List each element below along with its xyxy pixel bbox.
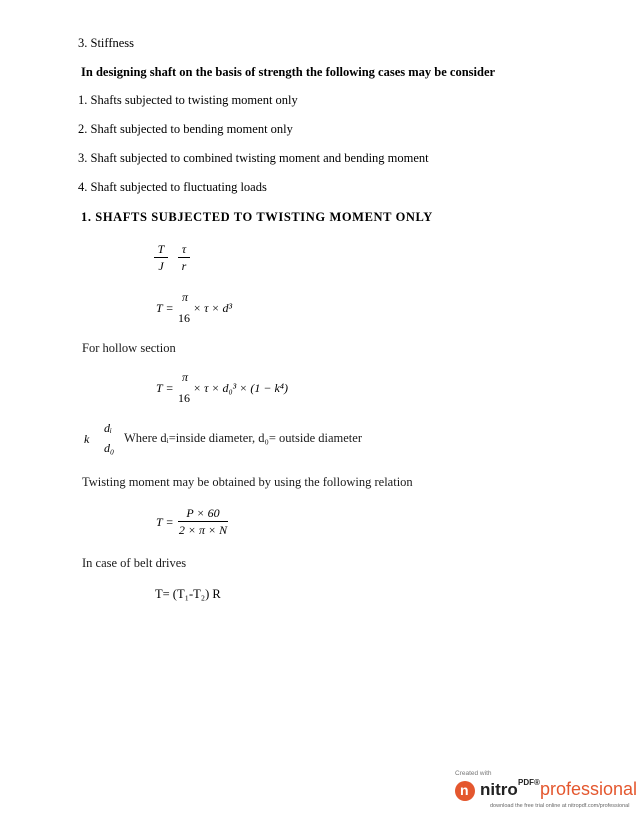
watermark-pdf: PDF® [518, 778, 540, 787]
eq1-fraction-right [178, 243, 190, 273]
eq1-den-right: r [181, 259, 187, 273]
watermark-created-with: Created with [455, 770, 492, 777]
watermark-tagline: download the free trial online at nitropdf.com/professional [490, 803, 630, 809]
eq4-den: 2 × π × N [178, 523, 228, 537]
belt-torque-equation: T= (T₁-T₂) R [155, 587, 221, 601]
hollow-section-label: For hollow section [82, 341, 176, 355]
eq3-pi: π [182, 370, 189, 384]
eq2-rhs: × τ × d³ [193, 301, 233, 315]
eq1-num-left: T [154, 243, 168, 258]
watermark-professional: professional [540, 779, 638, 799]
diameter-definition: Where dᵢ=inside diameter, d₀= outside diameter [124, 431, 362, 445]
list-item-case-4: 4. Shaft subjected to fluctuating loads [78, 180, 267, 194]
eq1-den-left: J [158, 259, 164, 273]
section-heading: 1. SHAFTS SUBJECTED TO TWISTING MOMENT ONLY [81, 210, 433, 224]
list-item-stiffness: 3. Stiffness [78, 36, 135, 50]
eq1-num-right: τ [178, 243, 190, 258]
k-den: d₀ [104, 441, 115, 455]
nitro-watermark [455, 770, 638, 820]
intro-text: In designing shaft on the basis of strength the following cases may be consider [81, 65, 496, 79]
k-num: dᵢ [104, 421, 112, 435]
eq3-rhs: × τ × d₀³ × (1 − k⁴) [193, 381, 288, 395]
list-item-case-3: 3. Shaft subjected to combined twisting moment and bending moment [78, 151, 429, 165]
eq2-pi: π [182, 290, 189, 304]
nitro-logo-icon: n [455, 781, 475, 801]
list-item-case-1: 1. Shafts subjected to twisting moment only [78, 93, 298, 107]
eq2-den: 16 [178, 311, 190, 325]
eq4-fraction [178, 507, 228, 537]
eq2-lhs: T = [156, 301, 174, 315]
eq1-fraction-left [154, 243, 168, 273]
eq4-lhs: T = [156, 515, 174, 529]
eq4-num: P × 60 [178, 507, 228, 522]
belt-drives-label: In case of belt drives [82, 556, 187, 570]
k-symbol: k [84, 432, 90, 446]
list-item-case-2: 2. Shaft subjected to bending moment only [78, 122, 293, 136]
twisting-moment-text: Twisting moment may be obtained by using the following relation [82, 475, 413, 489]
watermark-brand: nitro [480, 780, 518, 799]
eq3-lhs: T = [156, 381, 174, 395]
eq3-den: 16 [178, 391, 190, 405]
